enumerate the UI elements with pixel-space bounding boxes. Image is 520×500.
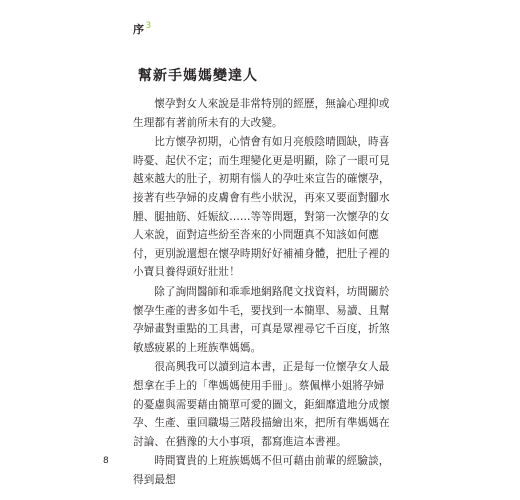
- page-number: 8: [103, 456, 109, 466]
- body-text: [133, 95, 391, 490]
- paragraph: 除了詢問醫師和乖乖地網路爬文找資料，坊間關於懷孕生產的書多如牛毛，要找到一本簡單、易讀、且幫孕婦畫對重點的工具書，可真是眾裡尋它千百度，折煞敏感疲累的上班族準媽媽。: [133, 285, 390, 354]
- paragraph: 很高興我可以讀到這本書，正是每一位懷孕女人最想拿在手上的「準媽媽使用手冊」。蔡佩樺小姐將孕婦的憂慮與需要藉由簡單可愛的圖文，鉅細靡遺地分成懷孕、生產、重回職場三階段描繪出來，把所有準媽媽在討論、在猶豫的大小事項，都寫進這本書裡。: [133, 361, 390, 448]
- section-title: 幫新手媽媽變達人: [138, 68, 258, 84]
- paragraph: 比方懷孕初期，心情會有如月亮般陰晴圓缺，時喜時憂、起伏不定；而生理變化更是明顯，除了一眼可見越來越大的肚子，初期有惱人的孕吐來宣告的確懷孕，接著有些孕婦的皮膚會有些小狀況，再來又要面對腳水腫、腿抽筋、妊娠紋……等等問題，對第一次懷孕的女人來說，面對這些紛至沓來的小問題真不知該如何應付，更別說還想在懷孕時期好好補補身體，把肚子裡的小寶貝養得頭好壯壯！: [133, 136, 390, 279]
- paragraph: 時間寶貴的上班族媽媽不但可藉由前輩的經驗談，得到最想: [133, 455, 390, 486]
- chapter-header: [133, 21, 152, 37]
- chapter-number: 3: [145, 21, 152, 32]
- paragraph: 懷孕對女人來說是非常特別的經歷，無論心理抑或生理都有著前所未有的大改變。: [133, 98, 390, 129]
- chapter-label: 序: [133, 23, 145, 36]
